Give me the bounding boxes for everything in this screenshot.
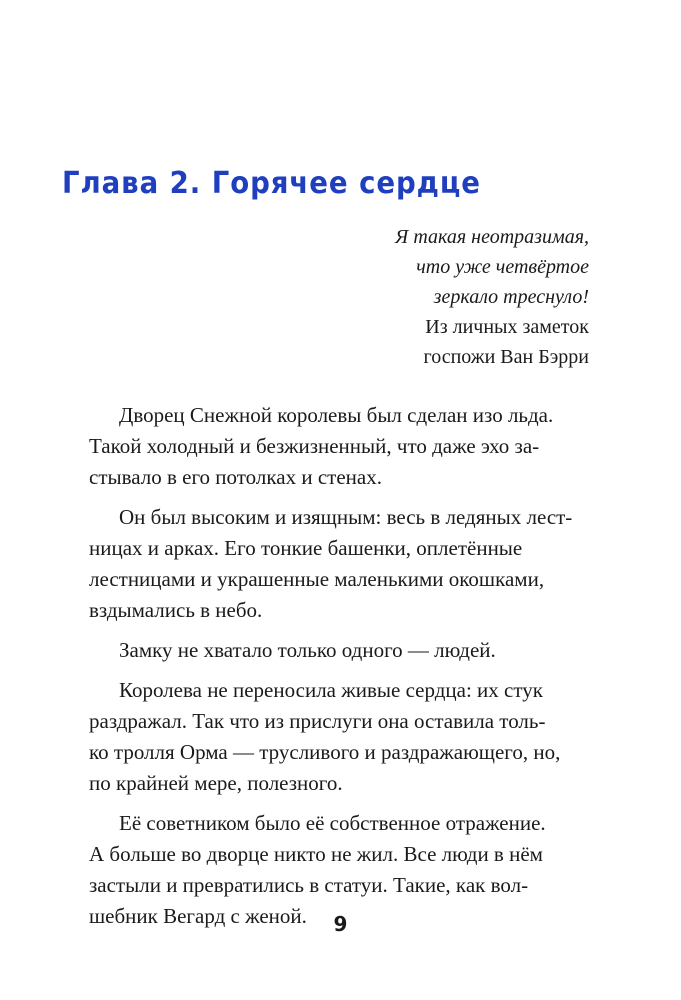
text-line: лестницами и украшенные маленькими окошками,: [89, 567, 545, 591]
text-line: раздражал. Так что из прислуги она оставила толь-: [89, 709, 546, 733]
page-number: 9: [333, 912, 348, 936]
epigraph: [395, 222, 589, 372]
text-line: застыли и превратились в статуи. Такие, как вол-: [89, 873, 529, 897]
chapter-title: Глава 2. Горячее сердце: [62, 166, 481, 201]
text-line: стывало в его потолках и стенах.: [89, 465, 382, 489]
text-line: ко тролля Орма — трусливого и раздражающего, но,: [89, 740, 561, 764]
paragraph-2: [89, 502, 589, 626]
text-line: шебник Вегард с женой.: [89, 904, 307, 928]
text-line: Королева не переносила живые сердца: их стук: [119, 678, 543, 702]
text-line: Дворец Снежной королевы был сделан изо льда.: [119, 403, 554, 427]
text-line: вздымались в небо.: [89, 598, 263, 622]
epigraph-line: что уже четвёртое: [416, 256, 589, 278]
epigraph-line: зеркало треснуло!: [433, 286, 589, 308]
text-line: Он был высоким и изящным: весь в ледяных лест-: [119, 505, 573, 529]
paragraph-3: [89, 635, 589, 666]
text-line: по крайней мере, полезного.: [89, 771, 343, 795]
text-line: Замку не хватало только одного — людей.: [119, 638, 496, 662]
epigraph-line: Я такая неотразимая,: [395, 226, 589, 248]
paragraph-4: [89, 675, 589, 799]
paragraph-1: [89, 400, 589, 493]
epigraph-source-line: Из личных заметок: [425, 316, 589, 338]
text-line: Такой холодный и безжизненный, что даже эхо за-: [89, 434, 540, 458]
text-line: А больше во дворце никто не жил. Все люди в нём: [89, 842, 543, 866]
text-line: Её советником было её собственное отражение.: [119, 811, 546, 835]
text-line: ницах и арках. Его тонкие башенки, оплетённые: [89, 536, 523, 560]
epigraph-source-line: госпожи Ван Бэрри: [423, 346, 589, 368]
body-text: [89, 400, 589, 941]
